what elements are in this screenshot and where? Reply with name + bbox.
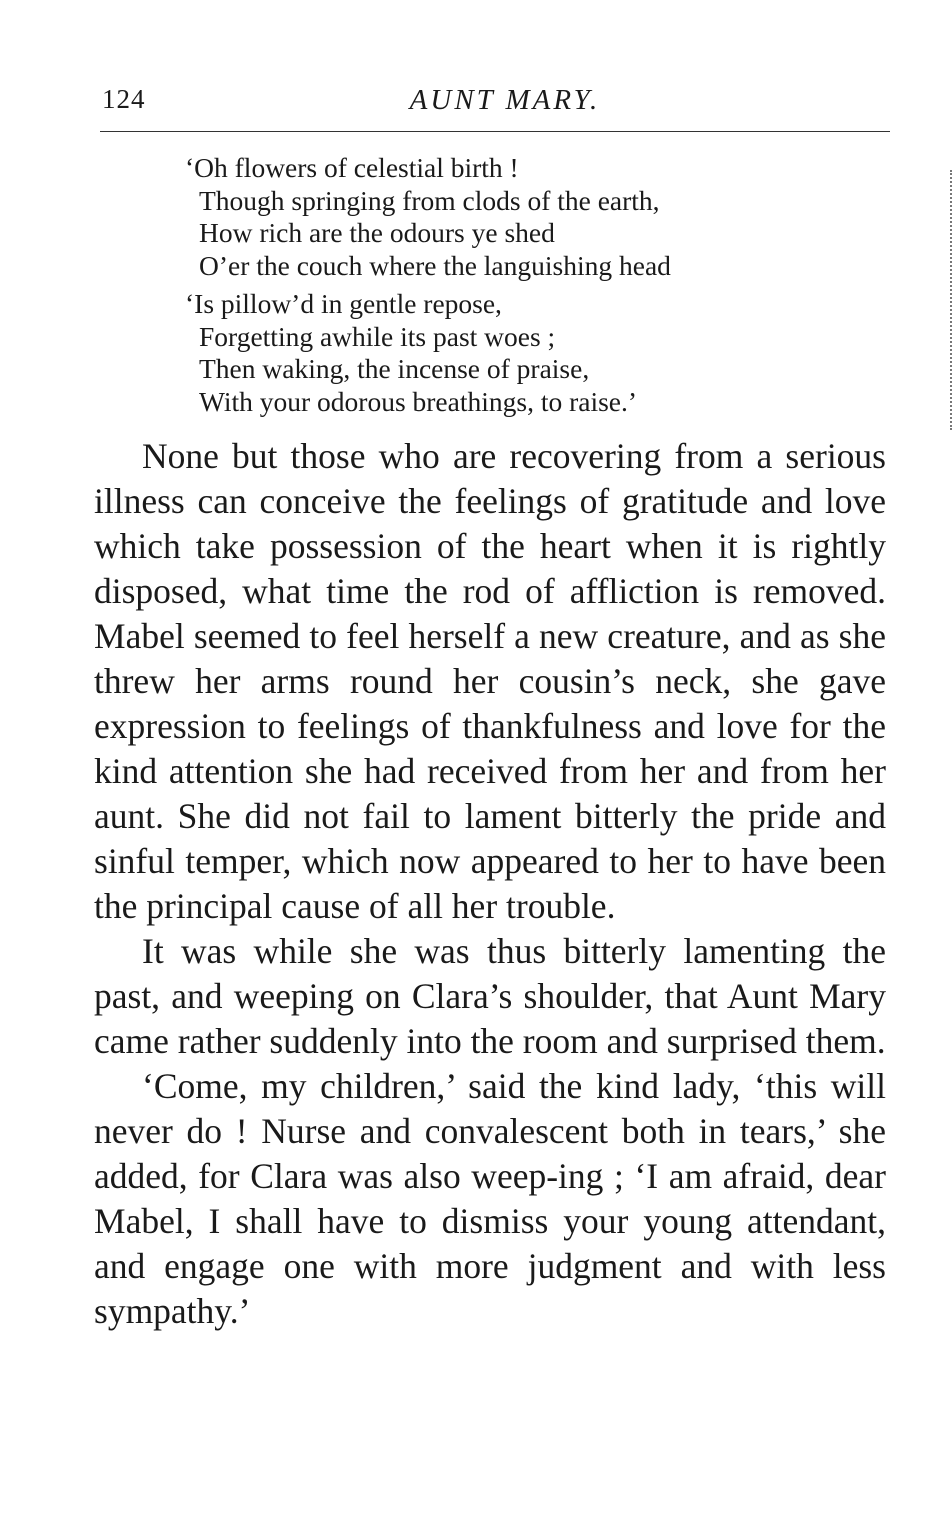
paragraph: It was while she was thus bitterly lamenting the past, and weeping on Clara’s shoulder, that Aunt Mary came rather suddenly into the room and surprised them.: [94, 931, 886, 1061]
paragraph: None but those who are recovering from a serious illness can conceive the feelings of gratitude and love which take possession of the heart when it is rightly disposed, what time the rod of affliction is removed. Mabel seemed to feel herself a new creature, and as she threw her arms round her cousin’s neck, she gave expression to feelings of thankfulness and love for the kind attention she had received from her and from her aunt. She did not fail to lament bitterly the pride and sinful temper, which now appeared to her to have been the principal cause of all her trouble.: [94, 436, 886, 926]
running-title: AUNT MARY.: [409, 84, 601, 116]
page-number: 124: [102, 84, 146, 114]
poem-line: O’er the couch where the languishing head: [199, 249, 671, 281]
poem-line: With your odorous breathings, to raise.’: [199, 385, 638, 417]
body-text: [94, 434, 886, 1334]
poem-stanza-1: [185, 152, 825, 282]
scan-edge-marks: [944, 170, 952, 430]
poem-line: ‘Oh flowers of celestial birth !: [185, 152, 519, 183]
poem-line: Forgetting awhile its past woes ;: [199, 320, 556, 352]
poem-line: How rich are the odours ye shed: [199, 217, 555, 248]
running-head: [100, 84, 890, 124]
poem-line: ‘Is pillow’d in gentle repose,: [185, 288, 502, 319]
poem-line: Though springing from clods of the earth,: [199, 184, 660, 216]
poem-line: Then waking, the incense of praise,: [199, 353, 590, 384]
header-rule: [100, 131, 890, 132]
poem: [185, 152, 825, 424]
poem-stanza-2: [185, 288, 825, 418]
paragraph: ‘Come, my children,’ said the kind lady, ‘this will never do ! Nurse and convalescent both in tears,’ she added, for Clara was also weep-ing ; ‘I am afraid, dear Mabel, I shall have to dismiss your young attendant, and engage one with more judgment and with less sympathy.’: [94, 1066, 886, 1331]
